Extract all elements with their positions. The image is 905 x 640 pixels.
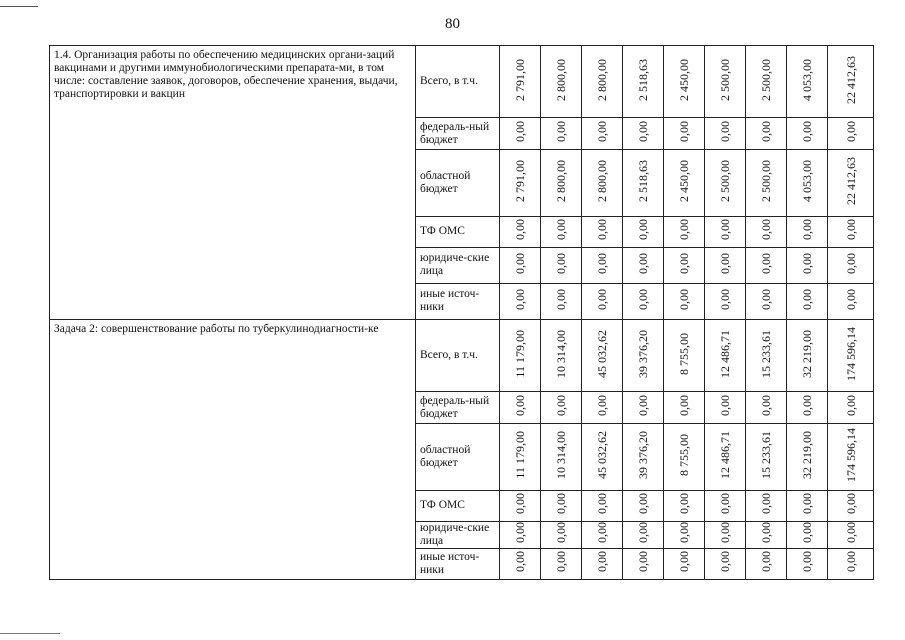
value-cell [500,319,541,391]
value-cell [705,118,746,150]
value-text: 0,00 [595,252,609,274]
funding-source: иные источ-ники [416,283,500,319]
funding-source: областной бюджет [416,424,500,490]
value-cell [664,490,705,521]
value-cell [746,392,787,424]
value-cell [787,150,828,216]
value-text: 0,00 [636,522,650,544]
value-cell [746,283,787,319]
value-text: 2 518,63 [636,58,650,101]
value-text: 0,00 [677,522,691,544]
value-text: 15 233,61 [759,329,773,378]
section-description: Задача 2: совершенствование работы по туберкулинодиагности-ке [50,319,416,579]
table-row [50,319,874,391]
value-cell [582,150,623,216]
value-cell [582,490,623,521]
value-cell [582,283,623,319]
value-cell [500,46,541,118]
value-text: 0,00 [677,288,691,310]
value-cell [582,46,623,118]
value-text: 0,00 [677,493,691,515]
value-text: 0,00 [595,551,609,573]
value-cell [582,216,623,247]
value-cell [623,150,664,216]
value-cell [500,548,541,579]
value-text: 0,00 [759,121,773,143]
page-number: 80 [445,16,460,32]
value-cell [500,247,541,283]
value-cell [705,521,746,548]
value-cell [623,490,664,521]
value-cell [623,392,664,424]
value-text: 2 500,00 [759,58,773,101]
value-text: 0,00 [718,219,732,241]
value-cell [705,247,746,283]
value-text: 8 755,00 [677,332,691,375]
value-cell [664,247,705,283]
value-cell [541,548,582,579]
value-cell [623,548,664,579]
value-cell [664,150,705,216]
value-text: 0,00 [843,522,858,544]
value-text: 0,00 [718,252,732,274]
value-cell [705,490,746,521]
value-cell [541,424,582,490]
value-text: 12 486,71 [718,329,732,378]
value-cell [582,319,623,391]
value-cell [828,247,874,283]
value-text: 32 219,00 [800,430,814,479]
value-cell [664,283,705,319]
value-cell [582,392,623,424]
value-text: 0,00 [677,551,691,573]
funding-source: федераль-ный бюджет [416,118,500,150]
value-text: 0,00 [513,252,527,274]
value-cell [787,247,828,283]
value-cell [746,247,787,283]
value-text: 0,00 [636,219,650,241]
top-rule [0,6,38,7]
value-text: 0,00 [718,288,732,310]
value-text: 0,00 [759,522,773,544]
value-cell [705,424,746,490]
value-cell [623,247,664,283]
value-text: 2 518,63 [636,159,650,202]
value-cell [746,46,787,118]
value-text: 0,00 [554,219,568,241]
value-cell [582,548,623,579]
value-text: 0,00 [843,121,858,143]
value-cell [787,319,828,391]
value-text: 0,00 [759,493,773,515]
value-cell [828,118,874,150]
value-cell [705,392,746,424]
budget-table-body [50,46,874,580]
value-text: 0,00 [513,493,527,515]
value-cell [664,319,705,391]
value-text: 0,00 [513,219,527,241]
value-cell [623,46,664,118]
value-text: 0,00 [636,551,650,573]
value-cell [746,548,787,579]
value-text: 0,00 [554,121,568,143]
funding-source: иные источ-ники [416,548,500,579]
value-cell [541,283,582,319]
value-cell [541,150,582,216]
bottom-rule [0,633,60,634]
value-text: 10 314,00 [554,430,568,479]
table-row [50,46,874,118]
value-text: 0,00 [513,522,527,544]
value-cell [746,118,787,150]
value-cell [623,521,664,548]
value-cell [582,521,623,548]
value-cell [582,424,623,490]
value-text: 2 450,00 [677,58,691,101]
value-cell [746,490,787,521]
value-text: 0,00 [636,121,650,143]
value-text: 0,00 [636,252,650,274]
value-text: 10 314,00 [554,329,568,378]
funding-source: федераль-ный бюджет [416,392,500,424]
value-cell [705,319,746,391]
value-text: 0,00 [554,493,568,515]
value-cell [541,521,582,548]
value-cell [828,150,874,216]
value-cell [787,118,828,150]
value-cell [705,548,746,579]
value-text: 0,00 [843,395,858,417]
value-text: 0,00 [554,288,568,310]
value-cell [664,118,705,150]
value-text: 0,00 [636,493,650,515]
value-text: 0,00 [554,551,568,573]
value-cell [828,521,874,548]
value-text: 0,00 [677,121,691,143]
funding-source: Всего, в т.ч. [416,319,500,391]
value-text: 0,00 [718,493,732,515]
value-cell [664,548,705,579]
value-text: 0,00 [595,493,609,515]
value-cell [746,319,787,391]
value-text: 0,00 [843,493,858,515]
value-text: 12 486,71 [718,430,732,479]
value-text: 4 053,00 [800,58,814,101]
value-cell [828,283,874,319]
value-text: 0,00 [718,395,732,417]
value-text: 0,00 [800,551,814,573]
funding-source: ТФ ОМС [416,216,500,247]
value-cell [541,490,582,521]
value-text: 0,00 [759,288,773,310]
value-cell [500,521,541,548]
value-text: 2 791,00 [513,58,527,101]
value-cell [705,283,746,319]
value-text: 0,00 [800,252,814,274]
value-cell [787,548,828,579]
value-cell [664,521,705,548]
value-text: 0,00 [718,121,732,143]
value-cell [623,216,664,247]
value-cell [623,319,664,391]
value-text: 39 376,20 [636,329,650,378]
value-text: 0,00 [718,551,732,573]
value-text: 0,00 [800,493,814,515]
value-text: 0,00 [800,395,814,417]
value-text: 0,00 [843,288,858,310]
value-text: 2 800,00 [554,58,568,101]
value-text: 0,00 [759,551,773,573]
value-cell [623,283,664,319]
value-cell [500,216,541,247]
value-cell [623,118,664,150]
value-cell [500,490,541,521]
value-cell [828,548,874,579]
value-cell [541,392,582,424]
value-text: 0,00 [513,395,527,417]
funding-source: юридиче-ские лица [416,247,500,283]
value-text: 0,00 [554,252,568,274]
value-cell [787,490,828,521]
value-cell [541,216,582,247]
value-text: 45 032,62 [595,430,609,479]
value-text: 2 800,00 [595,58,609,101]
value-cell [664,46,705,118]
value-text: 4 053,00 [800,159,814,202]
value-text: 0,00 [595,522,609,544]
value-cell [541,118,582,150]
value-cell [541,247,582,283]
value-cell [541,46,582,118]
value-cell [828,424,874,490]
value-text: 174 596,14 [843,326,858,381]
value-text: 0,00 [800,288,814,310]
value-text: 0,00 [595,288,609,310]
funding-source: Всего, в т.ч. [416,46,500,118]
value-text: 22 412,63 [843,55,858,104]
funding-source: областной бюджет [416,150,500,216]
value-text: 0,00 [554,522,568,544]
value-text: 32 219,00 [800,329,814,378]
value-text: 0,00 [513,121,527,143]
value-text: 0,00 [513,288,527,310]
value-cell [500,150,541,216]
value-text: 0,00 [677,395,691,417]
value-text: 0,00 [800,121,814,143]
value-text: 0,00 [843,219,858,241]
budget-table [49,45,874,580]
value-cell [828,319,874,391]
value-cell [582,118,623,150]
value-text: 0,00 [595,219,609,241]
value-cell [787,283,828,319]
value-text: 11 179,00 [513,329,527,378]
value-text: 11 179,00 [513,431,527,479]
value-cell [746,216,787,247]
value-cell [787,216,828,247]
value-cell [500,283,541,319]
value-cell [623,424,664,490]
value-text: 0,00 [513,551,527,573]
value-text: 0,00 [759,395,773,417]
value-text: 0,00 [636,288,650,310]
value-text: 0,00 [595,395,609,417]
value-text: 2 791,00 [513,159,527,202]
value-cell [664,424,705,490]
value-cell [664,392,705,424]
section-description: 1.4. Организация работы по обеспечению медицинских органи-заций вакцинами и другими иммунобиологическими препарата-ми, в том числе: составление заявок, договоров, обеспечение хранения, выдачи, транспортировки и вакцин [50,46,416,320]
value-text: 0,00 [843,252,858,274]
value-text: 0,00 [800,219,814,241]
value-cell [705,46,746,118]
value-text: 45 032,62 [595,329,609,378]
value-cell [500,424,541,490]
value-cell [705,216,746,247]
value-text: 22 412,63 [843,156,858,205]
value-text: 0,00 [759,219,773,241]
value-cell [746,150,787,216]
value-text: 174 596,14 [843,427,858,482]
value-text: 8 755,00 [677,433,691,476]
value-text: 2 500,00 [759,159,773,202]
value-text: 0,00 [595,121,609,143]
value-text: 39 376,20 [636,430,650,479]
value-text: 0,00 [677,219,691,241]
value-text: 0,00 [554,395,568,417]
value-cell [828,216,874,247]
value-text: 2 800,00 [595,159,609,202]
value-cell [828,490,874,521]
value-text: 0,00 [677,252,691,274]
value-cell [787,392,828,424]
value-cell [541,319,582,391]
value-cell [787,46,828,118]
value-cell [828,392,874,424]
value-text: 2 500,00 [718,58,732,101]
funding-source: юридиче-ские лица [416,521,500,548]
value-cell [828,46,874,118]
value-cell [500,392,541,424]
funding-source: ТФ ОМС [416,490,500,521]
value-text: 2 800,00 [554,159,568,202]
value-cell [787,521,828,548]
value-text: 0,00 [843,551,858,573]
value-cell [787,424,828,490]
value-text: 0,00 [800,522,814,544]
value-text: 0,00 [636,395,650,417]
value-text: 0,00 [759,252,773,274]
value-cell [582,247,623,283]
value-text: 0,00 [718,522,732,544]
value-cell [500,118,541,150]
value-cell [746,521,787,548]
value-text: 15 233,61 [759,430,773,479]
value-text: 2 500,00 [718,159,732,202]
value-text: 2 450,00 [677,159,691,202]
value-cell [664,216,705,247]
value-cell [746,424,787,490]
value-cell [705,150,746,216]
